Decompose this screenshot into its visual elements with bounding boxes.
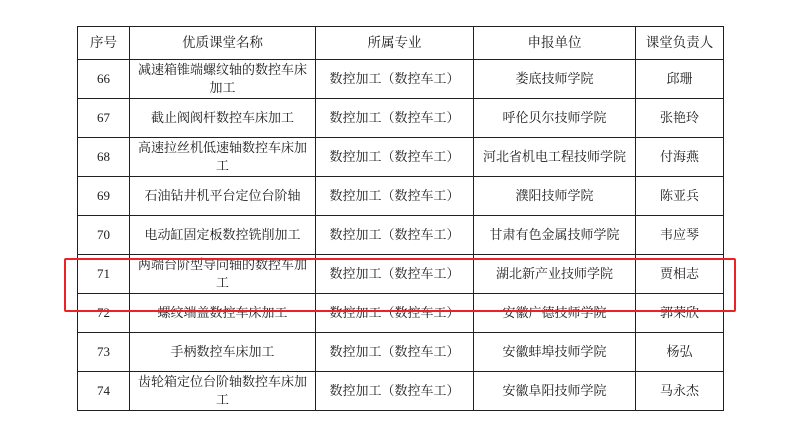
cell-unit: 安徽广德技师学院	[474, 294, 636, 333]
table-row	[78, 216, 724, 255]
cell-major: 数控加工（数控车工）	[316, 216, 474, 255]
column-header-seq: 序号	[78, 27, 130, 60]
cell-seq: 71	[78, 255, 130, 294]
cell-owner: 韦应琴	[636, 216, 724, 255]
table-row-highlighted	[78, 255, 724, 294]
cell-major: 数控加工（数控车工）	[316, 372, 474, 411]
table-row	[78, 333, 724, 372]
cell-unit: 呼伦贝尔技师学院	[474, 99, 636, 138]
cell-owner: 张艳玲	[636, 99, 724, 138]
table-header-row	[78, 27, 724, 60]
cell-name: 高速拉丝机低速轴数控车床加工	[130, 138, 316, 177]
cell-major: 数控加工（数控车工）	[316, 177, 474, 216]
cell-major: 数控加工（数控车工）	[316, 60, 474, 99]
cell-major: 数控加工（数控车工）	[316, 333, 474, 372]
cell-owner: 陈亚兵	[636, 177, 724, 216]
table-row	[78, 372, 724, 411]
cell-owner: 付海燕	[636, 138, 724, 177]
cell-unit: 安徽蚌埠技师学院	[474, 333, 636, 372]
cell-major: 数控加工（数控车工）	[316, 294, 474, 333]
cell-seq: 70	[78, 216, 130, 255]
table-row	[78, 294, 724, 333]
cell-owner: 马永杰	[636, 372, 724, 411]
table-row	[78, 99, 724, 138]
table-body	[78, 60, 724, 411]
cell-unit: 甘肃有色金属技师学院	[474, 216, 636, 255]
cell-unit: 娄底技师学院	[474, 60, 636, 99]
cell-unit: 湖北新产业技师学院	[474, 255, 636, 294]
cell-name: 手柄数控车床加工	[130, 333, 316, 372]
cell-seq: 69	[78, 177, 130, 216]
cell-seq: 67	[78, 99, 130, 138]
table-row	[78, 177, 724, 216]
cell-seq: 68	[78, 138, 130, 177]
column-header-unit: 申报单位	[474, 27, 636, 60]
cell-owner: 郭荣欣	[636, 294, 724, 333]
cell-owner: 贾相志	[636, 255, 724, 294]
cell-name: 减速箱锥端螺纹轴的数控车床加工	[130, 60, 316, 99]
cell-name: 电动缸固定板数控铣削加工	[130, 216, 316, 255]
column-header-name: 优质课堂名称	[130, 27, 316, 60]
cell-unit: 河北省机电工程技师学院	[474, 138, 636, 177]
column-header-owner: 课堂负责人	[636, 27, 724, 60]
cell-major: 数控加工（数控车工）	[316, 255, 474, 294]
column-header-major: 所属专业	[316, 27, 474, 60]
cell-name: 石油钻井机平台定位台阶轴	[130, 177, 316, 216]
cell-major: 数控加工（数控车工）	[316, 99, 474, 138]
table-row	[78, 60, 724, 99]
cell-name: 两端台阶型导向轴的数控车加工	[130, 255, 316, 294]
cell-seq: 72	[78, 294, 130, 333]
cell-unit: 安徽阜阳技师学院	[474, 372, 636, 411]
cell-major: 数控加工（数控车工）	[316, 138, 474, 177]
cell-name: 齿轮箱定位台阶轴数控车床加工	[130, 372, 316, 411]
cell-owner: 杨弘	[636, 333, 724, 372]
quality-classroom-table-wrap	[77, 26, 723, 411]
table-header	[78, 27, 724, 60]
cell-name: 螺纹端盖数控车床加工	[130, 294, 316, 333]
quality-classroom-table	[77, 26, 724, 411]
cell-seq: 66	[78, 60, 130, 99]
cell-seq: 74	[78, 372, 130, 411]
cell-seq: 73	[78, 333, 130, 372]
table-row	[78, 138, 724, 177]
cell-name: 截止阀阀杆数控车床加工	[130, 99, 316, 138]
cell-owner: 邱珊	[636, 60, 724, 99]
cell-unit: 濮阳技师学院	[474, 177, 636, 216]
